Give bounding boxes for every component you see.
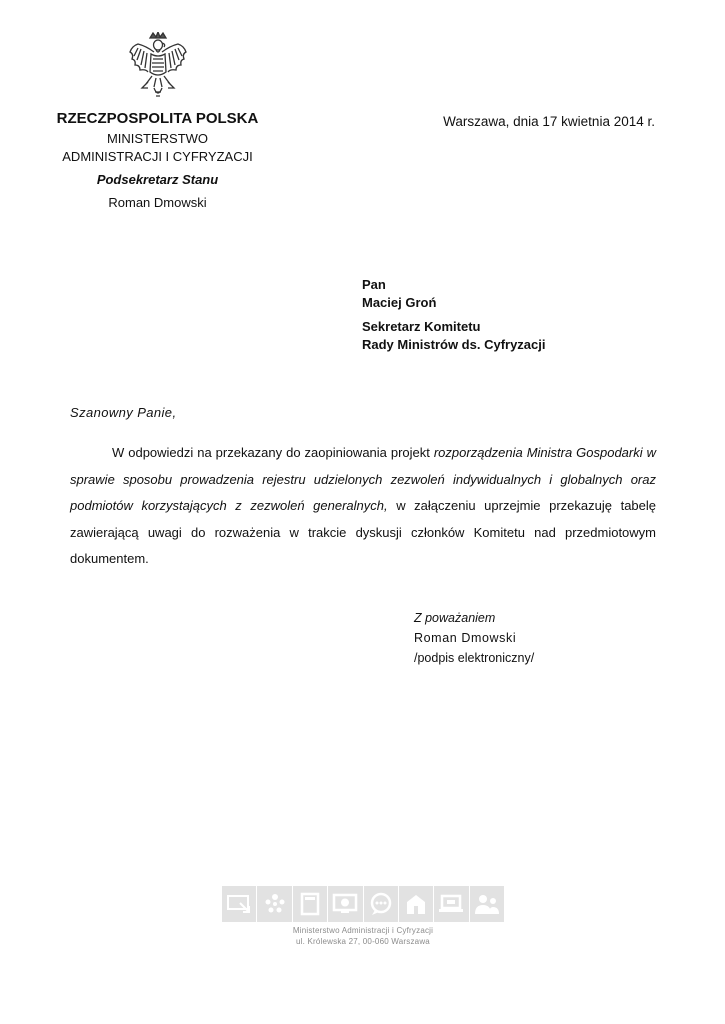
laptop-icon xyxy=(434,886,469,922)
recipient-title-line1: Sekretarz Komitetu xyxy=(362,319,481,334)
ministry-name-line2: ADMINISTRACJI I CYFRYZACJI xyxy=(62,149,253,164)
screen-icon xyxy=(328,886,363,922)
recipient-salutation: Pan xyxy=(362,277,386,292)
sender-name: Roman Dmowski xyxy=(108,195,207,210)
letter-body-conclusion: w załączeniu uprzejmie przekazuję tabelę zawierającą uwagi do rozważenia w trakcie dyskusji członków Komitetu nad przedmiotowym dokumentem. xyxy=(70,498,657,566)
closing-name: Roman Dmowski xyxy=(414,631,517,645)
recipient-block xyxy=(362,276,546,354)
ministry-name-line1: MINISTERSTWO xyxy=(106,131,209,146)
letter-body-regulation-title: rozporządzenia Ministra Gospodarki w sprawie sposobu prowadzenia rejestru udzielonych zezwoleń indywidualnych i globalnych oraz podmiotów korzystających z zezwoleń generalnych, xyxy=(70,445,656,513)
closing-block xyxy=(414,608,534,668)
footer-address-line1: Ministerstwo Administracji i Cyfryzacji xyxy=(292,926,434,935)
document-icon xyxy=(293,886,328,922)
footer-icon-bar xyxy=(222,886,504,922)
letter-salutation: Szanowny Panie, xyxy=(70,405,177,420)
house-icon xyxy=(399,886,434,922)
polish-eagle-icon xyxy=(126,32,190,102)
recipient-name: Maciej Groń xyxy=(362,295,437,310)
dots-cluster-icon xyxy=(257,886,292,922)
organization-title: RZECZPOSPOLITA POLSKA xyxy=(56,110,259,127)
letter-body xyxy=(70,440,656,573)
letter-date: Warszawa, dnia 17 kwietnia 2014 r. xyxy=(443,114,655,129)
people-icon xyxy=(470,886,504,922)
sender-position: Podsekretarz Stanu xyxy=(96,172,219,187)
monitor-arrow-icon xyxy=(222,886,257,922)
recipient-title-line2: Rady Ministrów ds. Cyfryzacji xyxy=(362,337,546,352)
closing-regards: Z poważaniem xyxy=(414,611,496,625)
letter-body-intro: W odpowiedzi na przekazany do zaopiniowania projekt xyxy=(112,445,434,460)
closing-signature-note: /podpis elektroniczny/ xyxy=(414,651,535,665)
footer-address-line2: ul. Królewska 27, 00-060 Warszawa xyxy=(296,937,430,946)
chat-icon xyxy=(364,886,399,922)
